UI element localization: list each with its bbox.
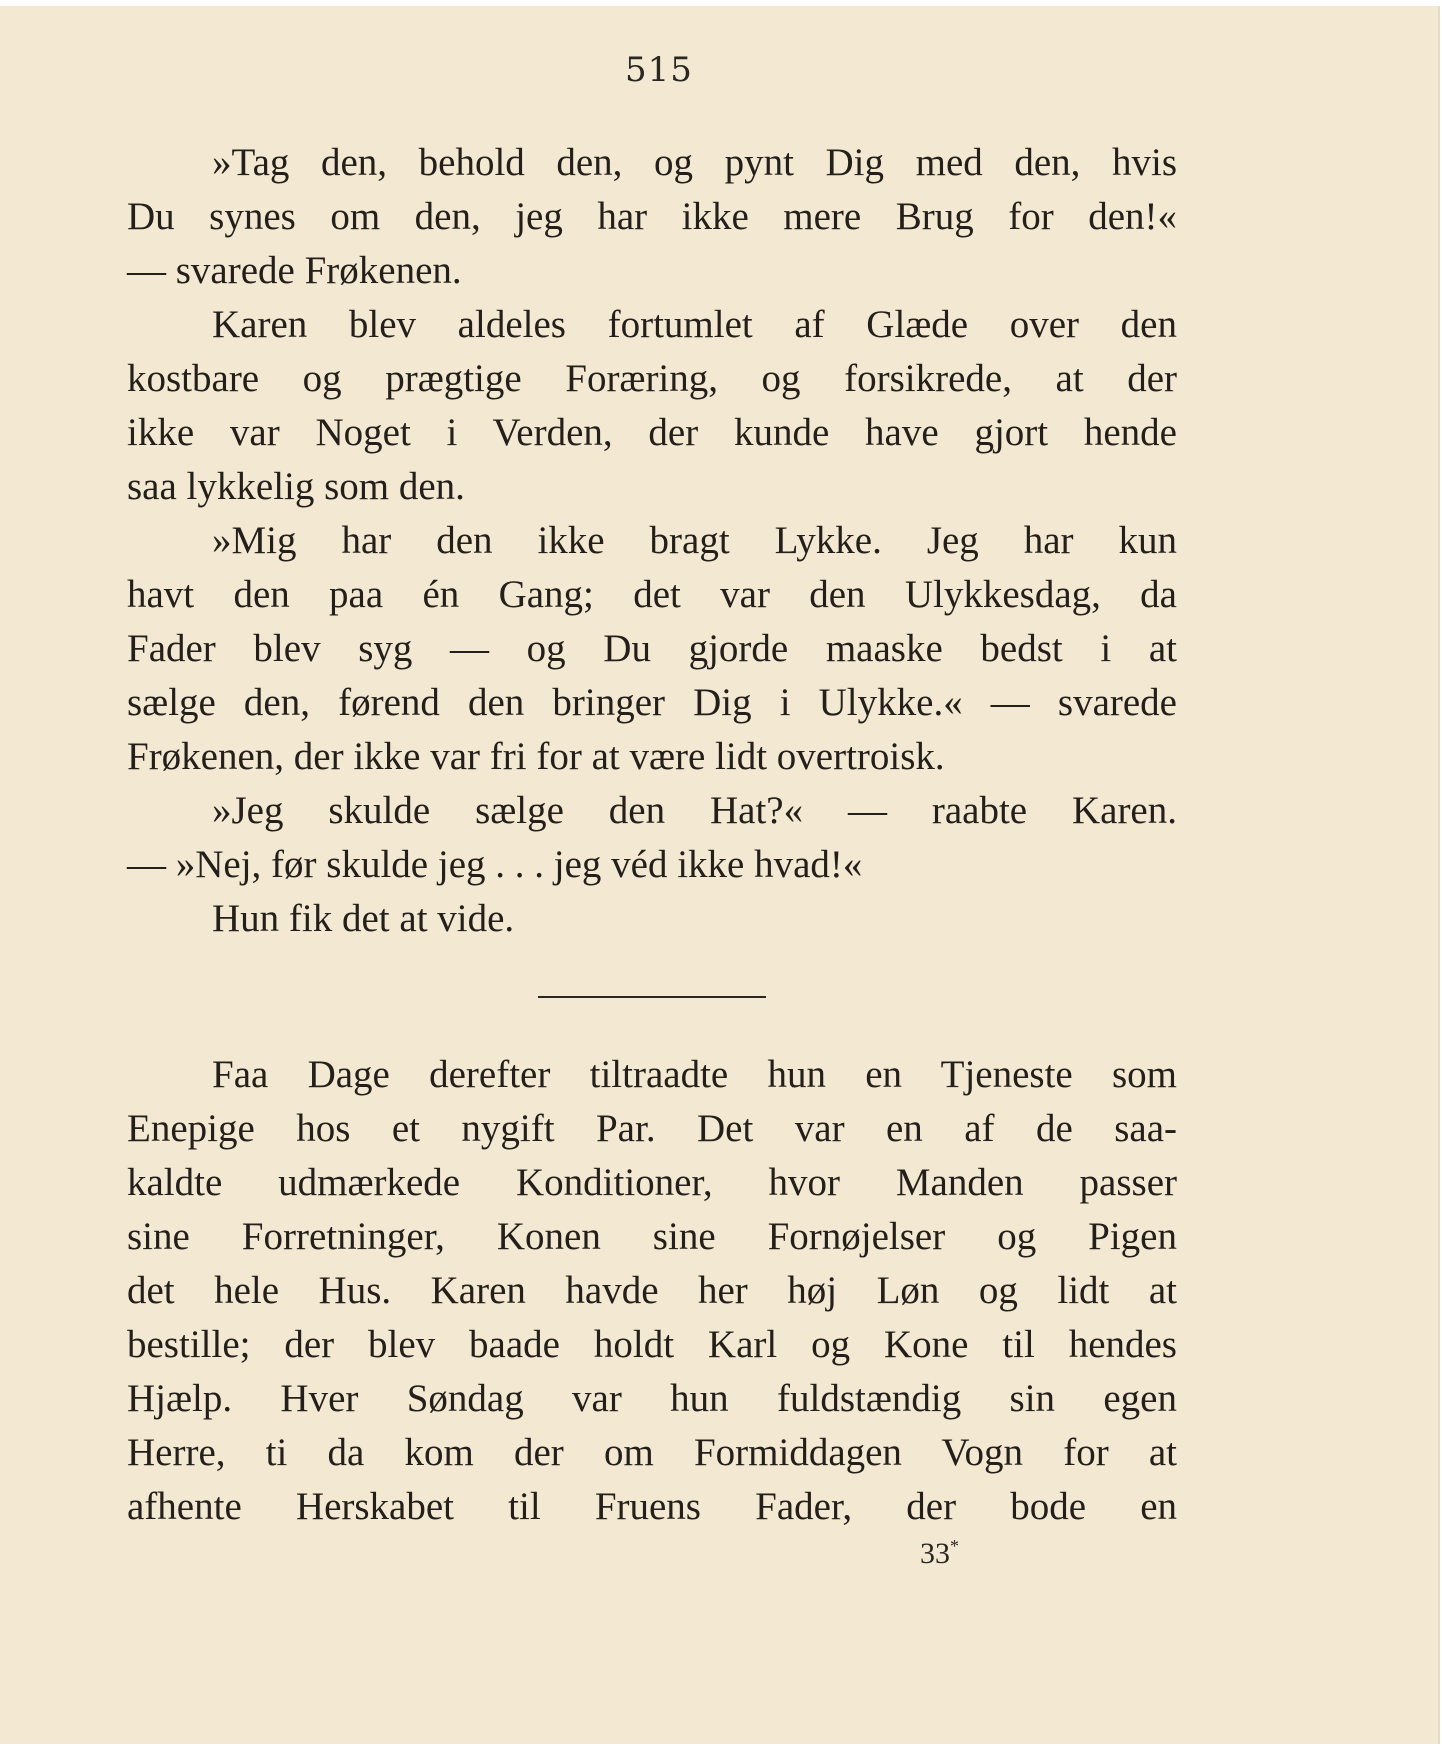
text-line: havt den paa én Gang; det var den Ulykkesdag, da bbox=[127, 573, 1177, 616]
text-section-2 bbox=[127, 1048, 1177, 1534]
text-line: kostbare og prægtige Foræring, og forsikrede, at der bbox=[127, 357, 1177, 400]
section-divider bbox=[538, 996, 766, 998]
text-line: Karen blev aldeles fortumlet af Glæde over den bbox=[212, 303, 1177, 346]
page-number: 515 bbox=[625, 50, 693, 90]
text-line: sælge den, førend den bringer Dig i Ulykke.« — svarede bbox=[127, 681, 1177, 724]
signature-star: * bbox=[950, 1536, 959, 1556]
text-line: »Tag den, behold den, og pynt Dig med den, hvis bbox=[212, 141, 1177, 184]
text-line: Enepige hos et nygift Par. Det var en af de saa- bbox=[127, 1107, 1177, 1150]
text-line: Fader blev syg — og Du gjorde maaske bedst i at bbox=[127, 627, 1177, 670]
text-line: Herre, ti da kom der om Formiddagen Vogn for at bbox=[127, 1431, 1177, 1474]
text-line: — »Nej, før skulde jeg . . . jeg véd ikke hvad!« bbox=[127, 843, 863, 886]
signature-mark bbox=[920, 1536, 959, 1571]
signature-number: 33 bbox=[920, 1537, 950, 1570]
text-line: afhente Herskabet til Fruens Fader, der bode en bbox=[127, 1485, 1177, 1528]
book-page bbox=[0, 6, 1440, 1744]
text-line: ikke var Noget i Verden, der kunde have gjort hende bbox=[127, 411, 1177, 454]
text-line: Faa Dage derefter tiltraadte hun en Tjeneste som bbox=[212, 1053, 1177, 1096]
text-line: — svarede Frøkenen. bbox=[127, 249, 462, 292]
text-line: bestille; der blev baade holdt Karl og Kone til hendes bbox=[127, 1323, 1177, 1366]
text-line: Du synes om den, jeg har ikke mere Brug for den!« bbox=[127, 195, 1177, 238]
text-line: »Mig har den ikke bragt Lykke. Jeg har kun bbox=[212, 519, 1177, 562]
text-line: saa lykkelig som den. bbox=[127, 465, 465, 508]
text-section-1 bbox=[127, 136, 1177, 946]
text-line: det hele Hus. Karen havde her høj Løn og lidt at bbox=[127, 1269, 1177, 1312]
text-line: »Jeg skulde sælge den Hat?« — raabte Karen. bbox=[212, 789, 1177, 832]
text-line: sine Forretninger, Konen sine Fornøjelser og Pigen bbox=[127, 1215, 1177, 1258]
text-line: kaldte udmærkede Konditioner, hvor Manden passer bbox=[127, 1161, 1177, 1204]
text-line: Frøkenen, der ikke var fri for at være lidt overtroisk. bbox=[127, 735, 945, 778]
text-line: Hjælp. Hver Søndag var hun fuldstændig sin egen bbox=[127, 1377, 1177, 1420]
text-line: Hun fik det at vide. bbox=[212, 897, 515, 940]
